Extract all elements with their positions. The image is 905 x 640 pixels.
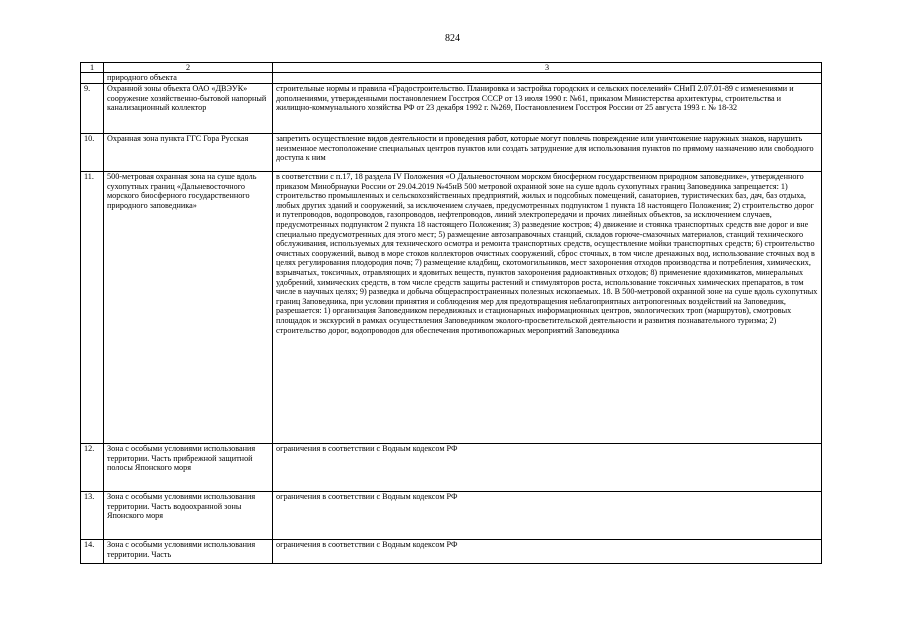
row-number: 14.: [81, 540, 104, 564]
row-number: 13.: [81, 492, 104, 540]
zone-name: природного объекта: [104, 73, 273, 84]
table-row: [81, 73, 822, 84]
zone-name: Зона с особыми условиями использования территории. Часть: [104, 540, 273, 564]
zone-restriction: ограничения в соответствии с Водным кодексом РФ: [273, 540, 822, 564]
zone-name: Охранной зоны объекта ОАО «ДВЭУК» сооружение хозяйственно-бытовой напорный канализационный коллектор: [104, 84, 273, 134]
row-number: 12.: [81, 444, 104, 492]
zone-name: 500-метровая охранная зона на суше вдоль сухопутных границ «Дальневосточного морского биосферного государственного природного заповедника»: [104, 172, 273, 444]
zone-restriction: запретить осуществление видов деятельности и проведения работ, которые могут повлечь повреждение или уничтожение наружных знаков, нарушить неизменное местоположение специальных центров пунктов или создать затруднение для использования пунктов по прямому назначению или свободного доступа к ним: [273, 134, 822, 172]
header-cell-2: 2: [104, 63, 273, 73]
zone-restriction: ограничения в соответствии с Водным кодексом РФ: [273, 492, 822, 540]
restrictions-table: [80, 62, 822, 564]
page-number: 824: [445, 33, 460, 44]
header-cell-1: 1: [81, 63, 104, 73]
zone-name: Охранная зона пункта ГГС Гора Русская: [104, 134, 273, 172]
row-number: 10.: [81, 134, 104, 172]
table-header-row: [81, 63, 822, 73]
zone-name: Зона с особыми условиями использования территории. Часть водоохранной зоны Японского моря: [104, 492, 273, 540]
row-number: [81, 73, 104, 84]
table-row: [81, 540, 822, 564]
table-row: [81, 134, 822, 172]
zone-restriction: в соответствии с п.17, 18 раздела IV Положения «О Дальневосточном морском биосферном государственном природном заповеднике», утвержденного приказом Минобрнауки России от 29.04.2019 №45нВ 500 метровой охранной зоне на суше вдоль сухопутных границ Заповедника запрещается: 1) строительство промышленных и сельскохозяйственных предприятий, жилых и подсобных помещений, санаториев, туристических баз, дач, баз отдыха, любых других зданий и сооружений, за исключением случаев, предусмотренных подпунктом 1 пункта 18 настоящего Положения; 2) строительство дорог и путепроводов, водопроводов, газопроводов, нефтепроводов, линий электропередачи и прочих линейных объектов, за исключением случаев, предусмотренных подпунктом 2 пункта 18 настоящего Положения; 3) разведение костров; 4) движение и стоянка транспортных средств вне дорог и вне специально предусмотренных для этого мест; 5) размещение автозаправочных станций, складов горюче-смазочных материалов, станций технического обслуживания, используемых для технического осмотра и ремонта транспортных средств, осуществление мойки транспортных средств; 6) строительство очистных сооружений, вывод в море стоков коллекторов очистных сооружений, сброс сточных, в том числе дренажных вод, использование сточных вод в целях регулирования плодородия почв; 7) размещение кладбищ, скотомогильников, мест захоронения отходов производства и потребления, химических, взрывчатых, токсичных, отравляющих и ядовитых веществ, пунктов захоронения радиоактивных отходов; 8) применение ядохимикатов, минеральных удобрений, химических средств, в том числе средств защиты растений и стимуляторов роста, использование токсичных химических препаратов, в том числе в научных целях; 9) разведка и добыча общераспространенных полезных ископаемых. 18. В 500-метровой охранной зоне на суше вдоль сухопутных границ Заповедника, при условии принятия и соблюдения мер для предотвращения неблагоприятных антропогенных воздействий на Заповедник, разрешается: 1) организация Заповедником передвижных и стационарных информационных центров, экологических троп (маршрутов), смотровых площадок и экскурсий в рамках осуществления Заповедником эколого-просветительской деятельности и развития познавательного туризма; 2) строительство дорог, водопроводов для обеспечения противопожарных мероприятий Заповедника: [273, 172, 822, 444]
zone-name: Зона с особыми условиями использования территории. Часть прибрежной защитной полосы Японского моря: [104, 444, 273, 492]
row-number: 9.: [81, 84, 104, 134]
zone-restriction: [273, 73, 822, 84]
table-row: [81, 444, 822, 492]
table-row: [81, 172, 822, 444]
header-cell-3: 3: [273, 63, 822, 73]
table-row: [81, 492, 822, 540]
zone-restriction: строительные нормы и правила «Градостроительство. Планировка и застройка городских и сельских поселений» СНиП 2.07.01-89 с изменениями и дополнениями, утвержденными постановлением Госстроя СССР от 13 июля 1990 г. №61, приказом Министерства архитектуры, строительства и жилищно-коммунального хозяйства РФ от 23 декабря 1992 г. №269, Постановлением Госстроя России от 25 августа 1993 г. № 18-32: [273, 84, 822, 134]
table-row: [81, 84, 822, 134]
row-number: 11.: [81, 172, 104, 444]
zone-restriction: ограничения в соответствии с Водным кодексом РФ: [273, 444, 822, 492]
